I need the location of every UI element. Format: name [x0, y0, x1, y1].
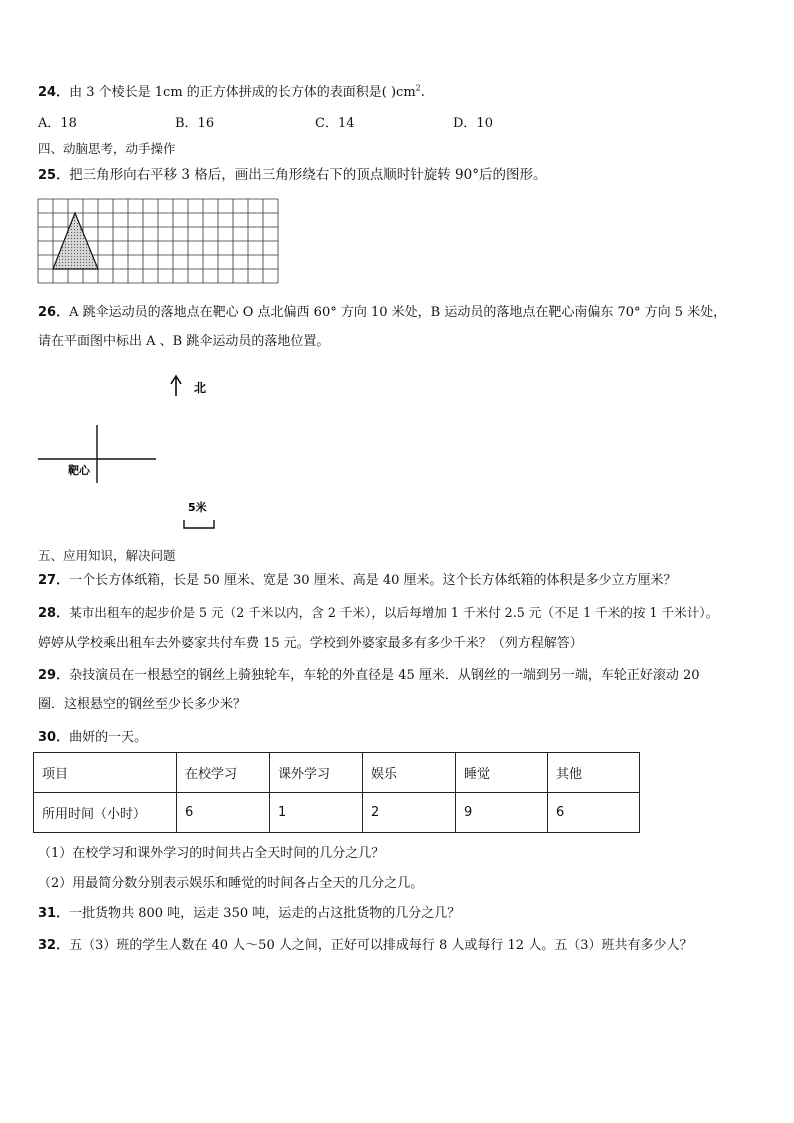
question-number: 32． [38, 938, 70, 953]
option-b: B．16 [175, 116, 215, 131]
question-text: 由 3 个棱长是 1cm 的正方体拼成的长方体的表面积是( )cm [69, 85, 416, 100]
question-26-line-1 [38, 305, 726, 321]
question-24-options [38, 116, 738, 132]
table-cell: 其他 [548, 753, 640, 793]
table-cell: 6 [177, 793, 270, 833]
question-30-sub-1: （1）在校学习和课外学习的时间共占全天时间的几分之几？ [38, 846, 385, 861]
question-number: 31． [38, 906, 70, 921]
table-cell: 1 [270, 793, 363, 833]
question-number: 27． [38, 573, 70, 588]
table-cell: 睡觉 [456, 753, 548, 793]
question-32 [38, 938, 692, 954]
question-text: 五（3）班的学生人数在 40 人～50 人之间，正好可以排成每行 8 人或每行 12 人。五（3）班共有多少人？ [69, 938, 693, 953]
question-25 [38, 167, 546, 184]
north-label: 北 [194, 381, 207, 395]
compass-diagram [30, 368, 280, 538]
north-arrow-icon [171, 376, 181, 396]
scale-label: 5米 [188, 501, 207, 514]
question-text: 曲妍的一天。 [69, 730, 148, 745]
question-text: 把三角形向右平移 3 格后，画出三角形绕右下的顶点顺时针旋转 90°后的图形。 [69, 167, 547, 183]
question-29-line-1 [38, 668, 700, 684]
table-header-row [34, 753, 640, 793]
question-30-sub-2: （2）用最简分数分别表示娱乐和睡觉的时间各占全天的几分之几。 [38, 876, 424, 891]
table-cell: 9 [456, 793, 548, 833]
question-29-line-2: 圈．这根悬空的钢丝至少长多少米？ [38, 697, 247, 712]
question-text: 一个长方体纸箱，长是 50 厘米、宽是 30 厘米、高是 40 厘米。这个长方体纸箱的体积是多少立方厘米？ [69, 573, 677, 588]
question-text: A 跳伞运动员的落地点在靶心 O 点北偏西 60° 方向 10 米处，B 运动员的落地点在靶心南偏东 70° 方向 5 米处， [69, 305, 727, 320]
table-cell: 2 [363, 793, 456, 833]
table-cell: 6 [548, 793, 640, 833]
question-28-line-2: 婷婷从学校乘出租车去外婆家共付车费 15 元。学校到外婆家最多有多少千米？（列方程解答） [38, 636, 583, 651]
question-text-end: . [420, 85, 425, 100]
question-26-line-2: 请在平面图中标出 A 、B 跳伞运动员的落地位置。 [38, 334, 330, 349]
table-cell: 项目 [34, 753, 177, 793]
question-number: 30． [38, 730, 70, 745]
table-cell: 娱乐 [363, 753, 456, 793]
center-label: 靶心 [68, 464, 90, 477]
question-24 [38, 85, 425, 101]
question-text: 某市出租车的起步价是 5 元（2 千米以内，含 2 千米），以后每增加 1 千米付 2.5 元（不足 1 千米的按 1 千米计）。 [69, 605, 719, 620]
superscript: 2 [415, 83, 421, 93]
option-d: D．10 [453, 116, 493, 131]
question-number: 26． [38, 305, 70, 320]
table-cell: 在校学习 [177, 753, 270, 793]
question-number: 25． [38, 168, 70, 183]
section-heading-5: 五、应用知识，解决问题 [38, 548, 176, 563]
grid-figure [37, 198, 281, 286]
question-28-line-1 [38, 605, 718, 622]
option-a: A．18 [38, 116, 77, 131]
question-number: 28． [38, 606, 70, 621]
question-text: 一批货物共 800 吨，运走 350 吨，运走的占这批货物的几分之几？ [69, 906, 461, 921]
table-cell: 课外学习 [270, 753, 363, 793]
question-31 [38, 906, 460, 922]
scale-bar [184, 520, 214, 528]
table-row [34, 793, 640, 833]
question-27 [38, 573, 677, 589]
question-number: 29． [38, 668, 70, 683]
section-heading-4: 四、动脑思考，动手操作 [38, 141, 176, 156]
question-number: 24． [38, 85, 70, 100]
question-30 [38, 730, 147, 746]
table-cell: 所用时间（小时） [34, 793, 177, 833]
time-table [33, 752, 640, 833]
option-c: C．14 [315, 116, 355, 131]
question-text: 杂技演员在一根悬空的钢丝上骑独轮车，车轮的外直径是 45 厘米．从钢丝的一端到另一端，车轮正好滚动 20 [69, 668, 700, 683]
